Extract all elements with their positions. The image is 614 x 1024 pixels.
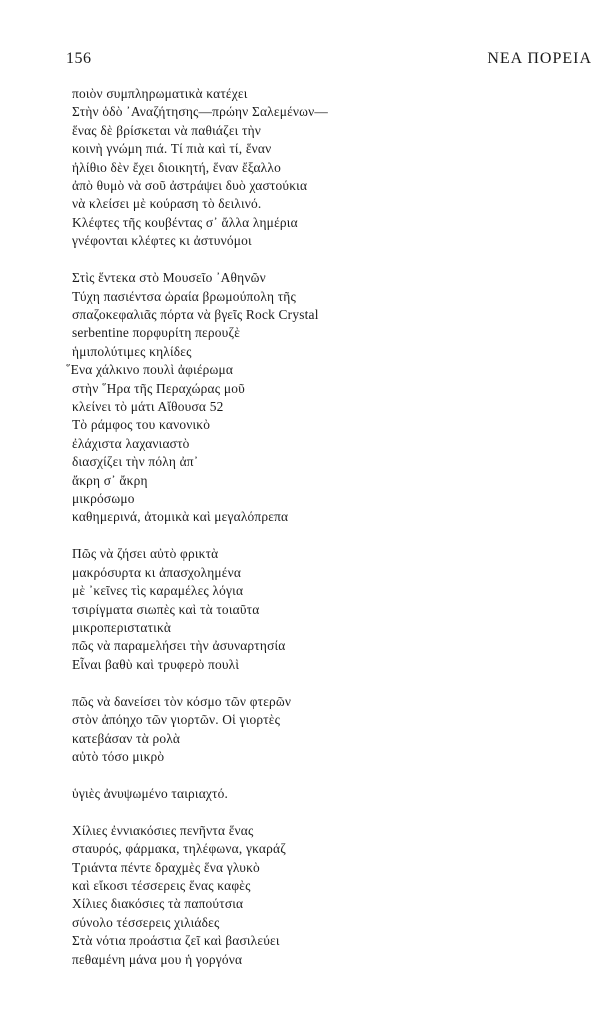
poem-line: ἐλάχιστα λαχανιαστὸ: [72, 435, 190, 451]
poem-line: κοινὴ γνώμη πιά. Τί πιὰ καὶ τί, ἕναν: [72, 141, 272, 157]
poem-line: γνέφονται κλέφτες κι ἀστυνόμοι: [72, 233, 252, 249]
stanza-3: [72, 545, 592, 674]
poem-line: πῶς νὰ δανείσει τὸν κόσμο τῶν φτερῶν: [72, 693, 292, 709]
poem-line: ἕνας δὲ βρίσκεται νὰ παθιάζει τὴν: [72, 122, 262, 138]
poem-line: μὲ ᾽κεῖνες τὶς καραμέλες λόγια: [72, 583, 244, 599]
poem-line: μικρόσωμο: [72, 491, 135, 507]
stanza-6: [72, 822, 592, 969]
poem-line: Στὶς ἕντεκα στὸ Μουσεῖο ᾽Αθηνῶν: [72, 270, 266, 286]
poem-line: Χίλιες ἐννιακόσιες πενῆντα ἕνας: [72, 822, 254, 838]
poem-line: Τὸ ράμφος του κανονικὸ: [72, 417, 211, 433]
poem-line: Χίλιες διακόσιες τὰ παπούτσια: [72, 896, 244, 912]
poem-line: ποιὸν συμπληρωματικὰ κατέχει: [72, 86, 248, 101]
poem-line: Στὰ νότια προάστια ζεῖ καὶ βασιλεύει: [72, 933, 280, 949]
stanza-4: [72, 693, 592, 767]
poem-line: σύνολο τέσσερεις χιλιάδες: [72, 914, 220, 930]
poem-line: σταυρός, φάρμακα, τηλέφωνα, γκαράζ: [72, 841, 286, 857]
poem-line: καὶ εἴκοσι τέσσερεις ἕνας καφὲς: [72, 877, 251, 893]
stanza-1: [72, 85, 592, 251]
poem-line: Τύχη πασιέντσα ὡραία βρωμούπολη τῆς: [72, 288, 297, 304]
stanza-5: [72, 785, 592, 803]
poem-body: [66, 85, 592, 969]
poem-line: serbentine πορφυρίτη περουζὲ: [72, 325, 241, 341]
poem-line: ἠλίθιο δὲν ἔχει διοικητή, ἕναν ἔξαλλο: [72, 159, 281, 175]
poem-line: σπαζοκεφαλιᾶς πόρτα νὰ βγεῖς Rock Crystal: [72, 306, 319, 322]
poem-line: κατεβάσαν τὰ ρολὰ: [72, 730, 181, 746]
poem-line: Στὴν ὁδὸ ᾽Αναζήτησης—πρώην Σαλεμένων—: [72, 104, 329, 120]
poem-line: πεθαμένη μάνα μου ἡ γοργόνα: [72, 951, 243, 967]
poem-line: ὑγιὲς ἀνυψωμένο ταιριαχτό.: [72, 785, 229, 801]
poem-line: μακρόσυρτα κι ἀπασχολημένα: [72, 564, 242, 580]
poem-line: πῶς νὰ παραμελήσει τὴν ἀσυναρτησία: [72, 638, 286, 654]
poem-line: αὐτὸ τόσο μικρὸ: [72, 748, 165, 764]
poem-line: τσιρίγματα σιωπὲς καὶ τὰ τοιαῦτα: [72, 601, 260, 617]
poem-line: στὸν ἀπόηχο τῶν γιορτῶν. Οἱ γιορτὲς: [72, 712, 281, 728]
poem-line: Εἶναι βαθὺ καὶ τρυφερὸ πουλὶ: [72, 656, 240, 672]
poem-line: Κλέφτες τῆς κουβέντας σ᾽ ἄλλα λημέρια: [72, 214, 298, 230]
page-number: 156: [66, 50, 92, 67]
poem-line: ῞Ενα χάλκινο πουλὶ ἀφιέρωμα: [66, 362, 234, 378]
poem-line: καθημερινά, ἀτομικὰ καὶ μεγαλόπρεπα: [72, 509, 289, 525]
poem-line: κλείνει τὸ μάτι Αἴθουσα 52: [72, 399, 224, 414]
poem-line: στὴν ῞Ηρα τῆς Περαχώρας μοῦ: [72, 380, 245, 396]
poem-line: ἄκρη σ᾽ ἄκρη: [72, 472, 148, 488]
page-header: [66, 50, 592, 70]
poem-line: Πῶς νὰ ζήσει αὐτὸ φρικτὰ: [72, 546, 219, 562]
stanza-2: [66, 269, 592, 527]
poem-line: μικροπεριστατικὰ: [72, 619, 172, 635]
poem-line: διασχίζει τὴν πόλη ἀπ᾽: [72, 454, 199, 470]
poem-line: ἡμιπολύτιμες κηλίδες: [72, 343, 192, 359]
poem-line: Τριάντα πέντε δραχμὲς ἕνα γλυκὸ: [72, 859, 260, 875]
running-title: ΝΕΑ ΠΟΡΕΙΑ: [487, 50, 592, 67]
poem-line: ἀπὸ θυμὸ νὰ σοῦ ἀστράψει δυὸ χαστούκια: [72, 178, 308, 194]
poem-line: νὰ κλείσει μὲ κούραση τὸ δειλινό.: [72, 196, 262, 212]
